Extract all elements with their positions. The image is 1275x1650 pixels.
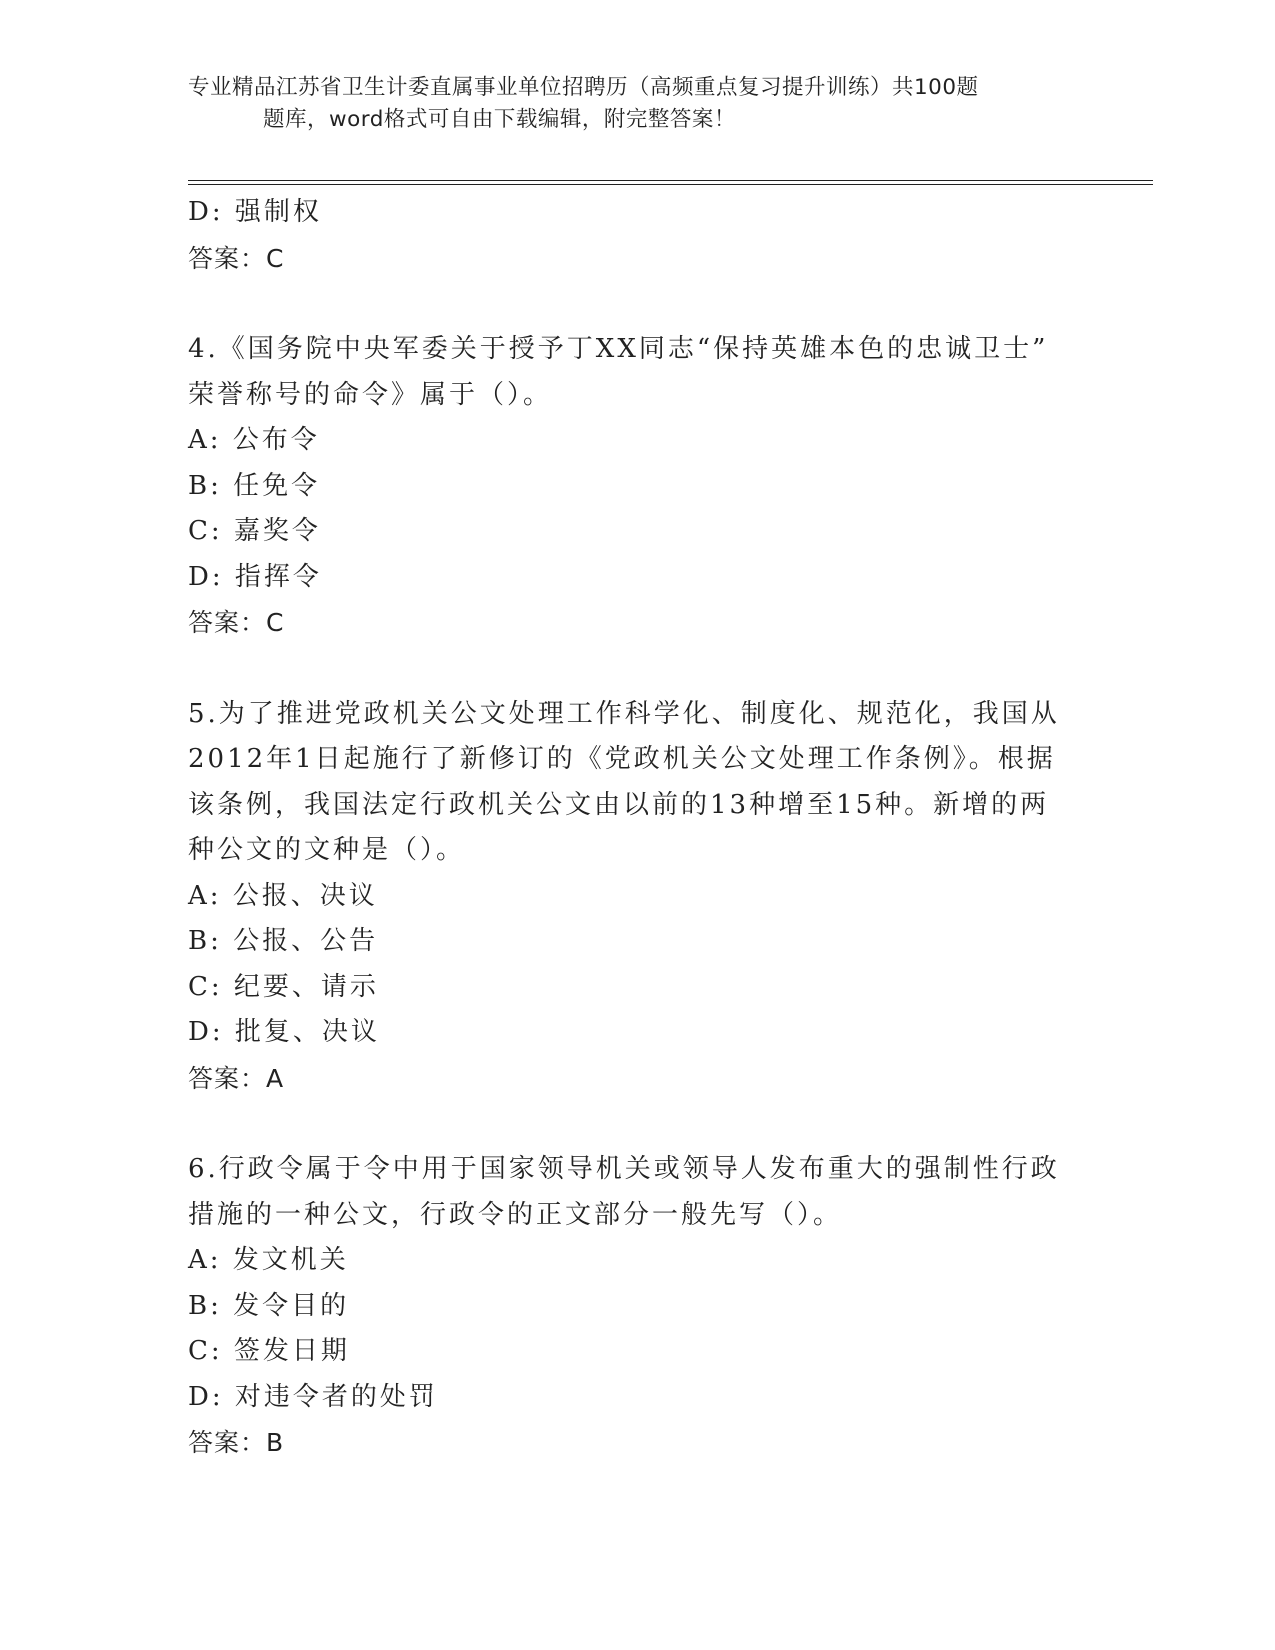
- option-d: D: 批复、决议: [188, 1017, 380, 1047]
- option-d: D: 指挥令: [188, 561, 322, 592]
- document-body: [188, 190, 1068, 1466]
- question-stem-line: 荣誉称号的命令》属于（）。: [188, 379, 553, 410]
- option-a: A: 公布令: [188, 425, 320, 455]
- option-c: C: 签发日期: [188, 1336, 350, 1366]
- spacer: [188, 281, 1068, 327]
- option-b: B: 发令目的: [188, 1290, 350, 1321]
- question-6: [188, 1147, 1068, 1466]
- question-stem-line: 5.为了推进党政机关公文处理工作科学化、制度化、规范化，我国从: [188, 698, 1060, 729]
- page-header: [188, 72, 1088, 136]
- header-divider: [188, 180, 1153, 181]
- question-stem-line: 该条例，我国法定行政机关公文由以前的13种增至15种。新增的两: [188, 789, 1050, 820]
- header-divider-thin: [188, 184, 1153, 185]
- question-stem-line: 4.《国务院中央军委关于授予丁XX同志“保持英雄本色的忠诚卫士”: [188, 334, 1049, 364]
- option-b: B: 公报、公告: [188, 926, 379, 956]
- spacer: [188, 646, 1068, 692]
- question-stem-line: 种公文的文种是（）。: [188, 835, 466, 865]
- question-stem-line: 6.行政令属于令中用于国家领导机关或领导人发布重大的强制性行政: [188, 1154, 1060, 1184]
- question-4: [188, 327, 1068, 646]
- option-c: C: 纪要、请示: [188, 971, 379, 1002]
- header-title-line-1: 专业精品江苏省卫生计委直属事业单位招聘历（高频重点复习提升训练）共100题: [188, 75, 979, 100]
- answer-line: 答案：B: [188, 1428, 285, 1457]
- option-a: A: 发文机关: [188, 1245, 349, 1275]
- question-5: [188, 692, 1068, 1102]
- header-title-line-2: 题库，word格式可自由下载编辑，附完整答案！: [263, 107, 736, 132]
- option-a: A: 公报、决议: [188, 880, 378, 911]
- answer-line: 答案：C: [188, 608, 285, 637]
- option-b: B: 任免令: [188, 470, 321, 501]
- spacer: [188, 1101, 1068, 1147]
- answer-line: 答案：C: [188, 243, 285, 273]
- option-d: D: 强制权: [188, 197, 322, 227]
- answer-line: 答案：A: [188, 1063, 285, 1093]
- option-d: D: 对违令者的处罚: [188, 1381, 438, 1412]
- option-c: C: 嘉奖令: [188, 516, 321, 546]
- question-stem-line: 2012年1日起施行了新修订的《党政机关公文处理工作条例》。根据: [188, 744, 1056, 774]
- question-stem-line: 措施的一种公文，行政令的正文部分一般先写（）。: [188, 1199, 843, 1230]
